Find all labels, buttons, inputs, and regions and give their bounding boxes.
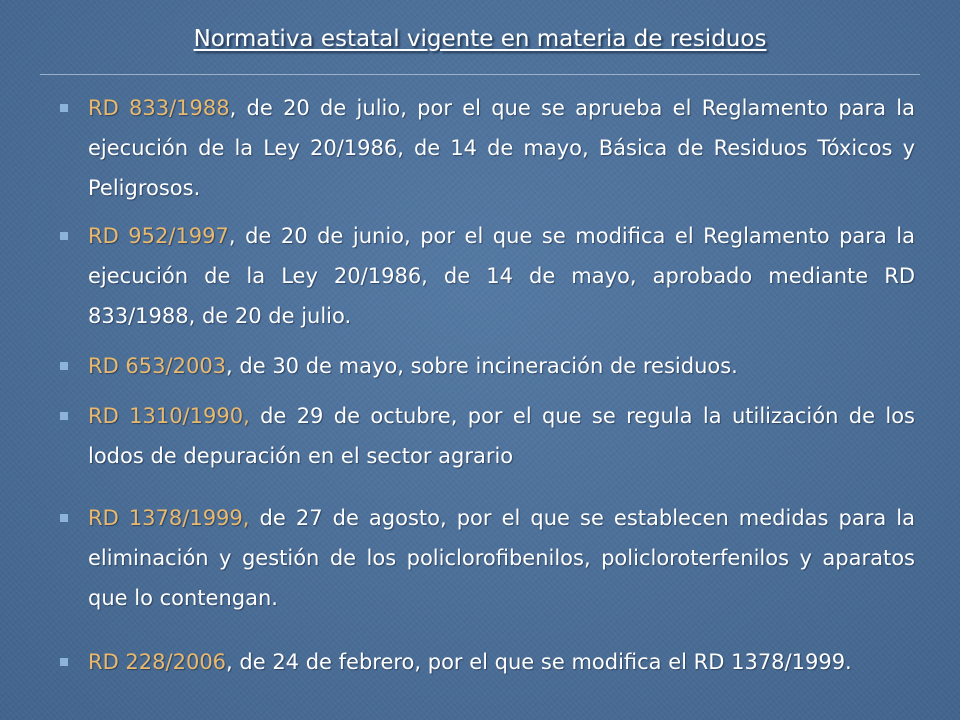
regulation-code: RD 1378/1999, (88, 506, 250, 530)
regulation-description: , de 24 de febrero, por el que se modifica el RD 1378/1999. (226, 650, 852, 674)
list-item (88, 88, 915, 208)
square-bullet-icon (60, 232, 68, 240)
square-bullet-icon (60, 362, 68, 370)
regulation-list (0, 88, 960, 682)
regulation-description: , de 20 de julio, por el que se aprueba el Reglamento para la ejecución de la Ley 20/1986, de 14 de mayo, Básica de Residuos Tóxicos y Peligrosos. (88, 96, 915, 200)
square-bullet-icon (60, 104, 68, 112)
slide-title: Normativa estatal vigente en materia de residuos (193, 26, 767, 52)
regulation-description: , de 30 de mayo, sobre incineración de residuos. (226, 354, 738, 378)
regulation-code: RD 653/2003 (88, 354, 227, 378)
list-item (88, 642, 915, 682)
list-item (88, 396, 915, 476)
list-item (88, 498, 915, 618)
regulation-code: RD 833/1988 (88, 96, 230, 120)
square-bullet-icon (60, 514, 68, 522)
regulation-code: RD 952/1997 (88, 224, 229, 248)
list-item (88, 216, 915, 336)
regulation-code: RD 228/2006 (88, 650, 227, 674)
regulation-description: , de 20 de junio, por el que se modifica el Reglamento para la ejecución de la Ley 20/1986, de 14 de mayo, aprobado mediante RD 833/1988, de 20 de julio. (88, 224, 915, 328)
list-item (88, 346, 915, 386)
square-bullet-icon (60, 658, 68, 666)
regulation-description: de 29 de octubre, por el que se regula la utilización de los lodos de depuración en el sector agrario (88, 404, 915, 468)
title-divider (40, 74, 920, 75)
regulation-code: RD 1310/1990, (88, 404, 250, 428)
square-bullet-icon (60, 412, 68, 420)
regulation-description: de 27 de agosto, por el que se establecen medidas para la eliminación y gestión de los policlorofibenilos, policloroterfenilos y aparatos que lo contengan. (88, 506, 916, 610)
